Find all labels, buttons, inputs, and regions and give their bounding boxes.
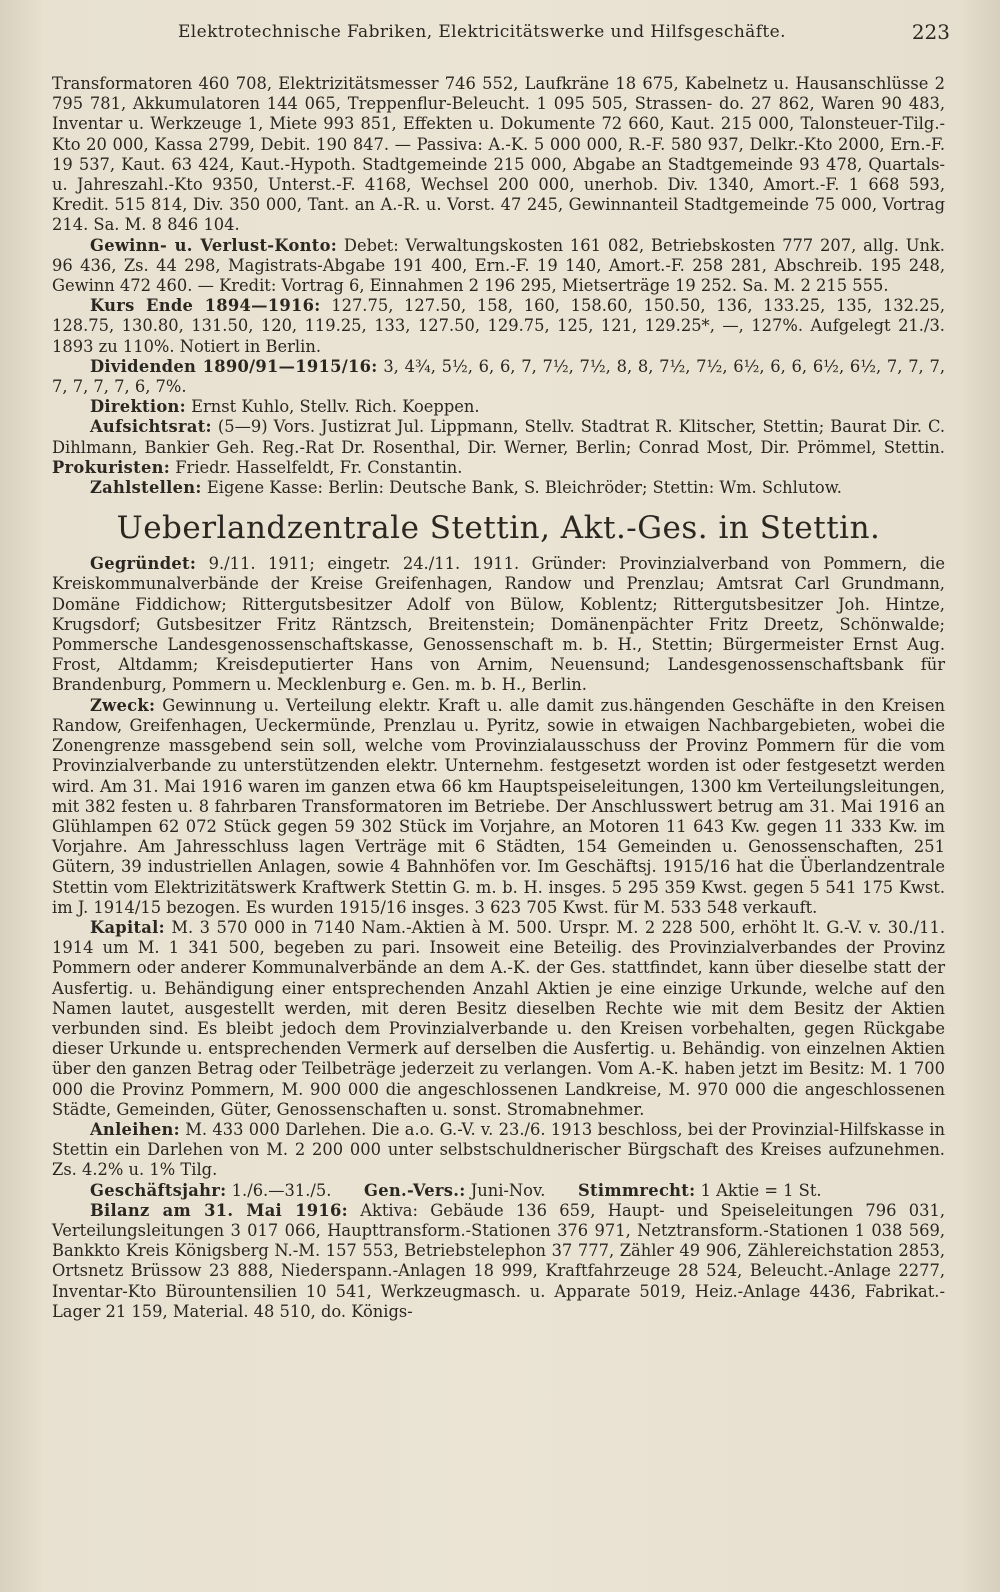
aufsichtsrat-paragraph bbox=[52, 417, 945, 478]
prokuristen-label: Prokuristen: bbox=[52, 457, 171, 477]
page-number: 223 bbox=[911, 20, 950, 44]
zahlstellen-text: Eigene Kasse: Berlin: Deutsche Bank, S. Bleichröder; Stettin: Wm. Schlutow. bbox=[201, 478, 842, 498]
zahlstellen-label: Zahlstellen: bbox=[90, 478, 202, 498]
prokuristen-text: Friedr. Hasselfeldt, Fr. Constantin. bbox=[170, 457, 463, 477]
guv-text: Debet: Verwaltungskosten 161 082, Betriebskosten 777 207, allg. Unk. 96 436, Zs. 44 298, Magistrats-Abgabe 191 400, Ern.-F. 19 140, Amort.-F. 258 281, Abschreib. 195 248, Gewinn 472 460. — Kredit: Vortrag 6, Einnahmen 2 196 295, Mietserträge 19 252. Sa. M. 2 215 555. bbox=[52, 235, 945, 296]
zahlstellen-paragraph bbox=[52, 478, 945, 498]
geschaeftsjahr-paragraph bbox=[52, 1181, 945, 1201]
aufsichtsrat-label: Aufsichtsrat: bbox=[90, 417, 212, 437]
kurs-paragraph bbox=[52, 296, 945, 357]
gegruendet-label: Gegründet: bbox=[90, 554, 197, 574]
kapital-paragraph bbox=[52, 918, 945, 1120]
kapital-label: Kapital: bbox=[90, 917, 165, 937]
geschaeftsjahr-label: Geschäftsjahr: bbox=[90, 1180, 227, 1200]
anleihen-label: Anleihen: bbox=[90, 1119, 180, 1139]
page-header bbox=[60, 18, 950, 48]
kapital-text: M. 3 570 000 in 7140 Nam.-Aktien à M. 500. Urspr. M. 2 228 500, erhöht lt. G.-V. v. 30./11. 1914 um M. 1 341 500, begeben zu pari. Insoweit eine Beteilig. des Provinzialverbandes der Provinz Pommern oder anderer Kommunalverbände an dem A.-K. der Ges. stattfindet, kann über dieselbe statt der Ausfertig. u. Behändigung einer entsprechenden Anzahl Aktien je eine einzige Urkunde, welche auf den Namen lautet, ausgestellt werden, mit deren Besitz dieselben Rechte wie mit dem Besitz der Aktien verbunden sind. Es bleibt jedoch dem Provinzialverbande u. den Kreisen vorbehalten, gegen Rückgabe dieser Urkunde u. entsprechenden Vermerk auf derselben die Ausfertig. u. Behändig. von einzelnen Aktien über den ganzen Betrag oder Teilbeträge jederzeit zu verlangen. Vom A.-K. haben jetzt im Besitz: M. 1 700 000 die Provinz Pommern, M. 900 000 die angeschlossenen Landkreise, M. 970 000 die angeschlossenen Städte, Gemeinden, Güter, Genossenschaften u. sonst. Stromabnehmer. bbox=[52, 917, 945, 1119]
dividenden-paragraph bbox=[52, 357, 945, 397]
zweck-label: Zweck: bbox=[90, 695, 156, 715]
bilanz-text: Aktiva: Gebäude 136 659, Haupt- und Speiseleitungen 796 031, Verteilungsleitungen 3 017 066, Haupttransform.-Stationen 376 971, Netztransform.-Stationen 1 038 569, Bankkto Kreis Königsberg N.-M. 157 553, Betriebstelephon 37 777, Zähler 49 906, Zählereichstation 2853, Ortsnetz Brüssow 23 888, Niederspann.-Anlagen 18 999, Kraftfahrzeuge 28 524, Beleucht.-Anlage 2277, Inventar-Kto Bürountensilien 10 541, Werkzeugmasch. u. Apparate 5019, Heiz.-Anlage 4436, Fabrikat.-Lager 21 159, Material. 48 510, do. Königs- bbox=[52, 1200, 945, 1321]
gen-vers-label: Gen.-Vers.: bbox=[363, 1180, 466, 1200]
guv-paragraph bbox=[52, 236, 945, 297]
zweck-text: Gewinnung u. Verteilung elektr. Kraft u. alle damit zus.hängenden Geschäfte in den Kreisen Randow, Greifenhagen, Ueckermünde, Prenzlau u. Pyritz, sowie in etwaigen Nachbargebieten, wobei die Zonengrenze massgebend sein soll, welche vom Provinzialausschuss der Provinz Pommern für die vom Provinzialverbande zu unterstützenden elektr. Unternehm. festgesetzt worden ist oder festgesetzt werden wird. Am 31. Mai 1916 waren im ganzen etwa 66 km Hauptspeiseleitungen, 1300 km Verteilungsleitungen, mit 382 festen u. 8 fahrbaren Transformatoren im Betriebe. Der Anschlusswert betrug am 31. Mai 1916 an Glühlampen 62 072 Stück gegen 59 302 Stück im Vorjahre, an Motoren 11 643 Kw. gegen 11 333 Kw. im Vorjahre. Am Jahresschluss lagen Verträge mit 6 Städten, 154 Gemeinden u. Genossenschaften, 251 Gütern, 39 industriellen Anlagen, sowie 4 Bahnhöfen vor. Im Geschäftsj. 1915/16 hat die Überlandzentrale Stettin vom Elektrizitätswerk Kraftwerk Stettin G. m. b. H. insges. 5 295 359 Kwst. gegen 5 541 175 Kwst. im J. 1914/15 bezogen. Es wurden 1915/16 insges. 3 623 705 Kwst. für M. 533 548 verkauft. bbox=[52, 695, 945, 917]
balance-continuation: Transformatoren 460 708, Elektrizitätsmesser 746 552, Laufkräne 18 675, Kabelnetz u. Hausanschlüsse 2 795 781, Akkumulatoren 144 065, Treppenflur-Beleucht. 1 095 505, Strassen- do. 27 862, Waren 90 483, Inventar u. Werkzeuge 1, Miete 993 851, Effekten u. Dokumente 72 660, Kaut. 215 000, Talonsteuer-Tilg.-Kto 20 000, Kassa 2799, Debit. 190 847. — Passiva: A.-K. 5 000 000, R.-F. 580 937, Delkr.-Kto 2000, Ern.-F. 19 537, Kaut. 63 424, Kaut.-Hypoth. Stadtgemeinde 215 000, Abgabe an Stadtgemeinde 93 478, Quartals- u. Jahreszahl.-Kto 9350, Unterst.-F. 4168, Wechsel 200 000, unerhob. Div. 1340, Amort.-F. 1 668 593, Kredit. 515 814, Div. 350 000, Tant. an A.-R. u. Vorst. 47 245, Gewinnanteil Stadtgemeinde 75 000, Vortrag 214. Sa. M. 8 846 104. bbox=[52, 74, 945, 235]
direktion-paragraph bbox=[52, 397, 945, 417]
dividenden-text: 3, 4¾, 5½, 6, 6, 7, 7½, 7½, 8, 8, 7½, 7½, 6½, 6, 6, 6½, 6½, 7, 7, 7, 7, 7, 7, 7, 6, 7%. bbox=[52, 356, 945, 397]
page-body bbox=[52, 74, 945, 1322]
gegruendet-text: 9./11. 1911; eingetr. 24./11. 1911. Gründer: Provinzialverband von Pommern, die Kreiskommunalverbände der Kreise Greifenhagen, Randow und Prenzlau; Amtsrat Carl Grundmann, Domäne Fiddichow; Rittergutsbesitzer Adolf von Bülow, Koblentz; Rittergutsbesitzer Joh. Hintze, Krugsdorf; Gutsbesitzer Fritz Räntzsch, Breitenstein; Domänenpächter Fritz Dreetz, Schönwalde; Pommersche Landesgenossenschaftskasse, Genossenschaft m. b. H., Stettin; Bürgermeister Ernst Aug. Frost, Altdamm; Kreisdeputierter Hans von Arnim, Neuensund; Landesgenossenschaftsbank für Brandenburg, Pommern u. Mecklenburg e. Gen. m. b. H., Berlin. bbox=[52, 554, 945, 695]
running-title: Elektrotechnische Fabriken, Elektricitätswerke und Hilfsgeschäfte. bbox=[178, 22, 786, 42]
direktion-text: Ernst Kuhlo, Stellv. Rich. Koeppen. bbox=[185, 397, 480, 417]
anleihen-paragraph bbox=[52, 1120, 945, 1181]
geschaeftsjahr-text: 1./6.—31./5. bbox=[226, 1180, 332, 1200]
gegruendet-paragraph bbox=[52, 554, 945, 695]
dividenden-label: Dividenden 1890/91—1915/16: bbox=[90, 356, 378, 376]
bilanz-label: Bilanz am 31. Mai 1916: bbox=[90, 1200, 348, 1220]
guv-label: Gewinn- u. Verlust-Konto: bbox=[90, 235, 338, 255]
gen-vers-text: Juni-Nov. bbox=[465, 1180, 546, 1200]
anleihen-text: M. 433 000 Darlehen. Die a.o. G.-V. v. 23./6. 1913 beschloss, bei der Provinzial-Hilfskasse in Stettin ein Darlehen von M. 2 200 000 unter selbstschuldnerischer Bürgschaft des Kreises aufzunehmen. Zs. 4.2% u. 1% Tilg. bbox=[52, 1119, 945, 1180]
bilanz-paragraph bbox=[52, 1201, 945, 1322]
kurs-text: 127.75, 127.50, 158, 160, 158.60, 150.50, 136, 133.25, 135, 132.25, 128.75, 130.80, 131.50, 120, 119.25, 133, 127.50, 129.75, 125, 121, 129.25*, —, 127%. Aufgelegt 21./3. 1893 zu 110%. Notiert in Berlin. bbox=[52, 296, 945, 356]
kurs-label: Kurs Ende 1894—1916: bbox=[90, 296, 321, 316]
company-title: Ueberlandzentrale Stettin, Akt.-Ges. in Stettin. bbox=[116, 510, 881, 547]
aufsichtsrat-text: (5—9) Vors. Justizrat Jul. Lippmann, Stellv. Stadtrat R. Klitscher, Stettin; Baurat Dir. C. Dihlmann, Bankier Geh. Reg.-Rat Dr. Rosenthal, Dir. Werner, Berlin; Conrad Most, Dir. Prömmel, Stettin. bbox=[52, 417, 945, 457]
direktion-label: Direktion: bbox=[90, 397, 186, 417]
zweck-paragraph bbox=[52, 696, 945, 918]
stimmrecht-label: Stimmrecht: bbox=[577, 1180, 696, 1200]
stimmrecht-text: 1 Aktie = 1 St. bbox=[695, 1180, 822, 1200]
